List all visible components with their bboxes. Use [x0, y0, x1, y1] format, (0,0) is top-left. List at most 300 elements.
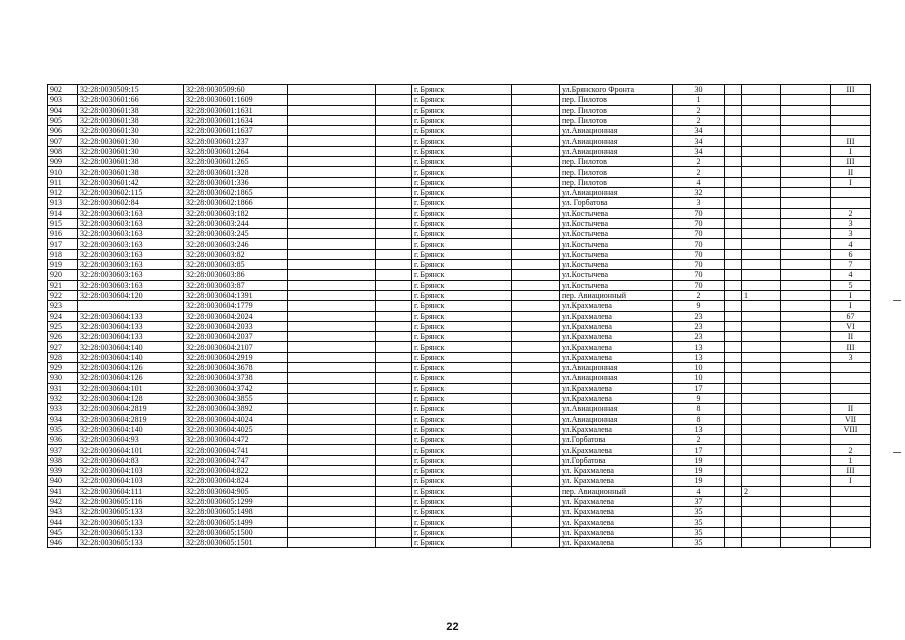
- building-number-cell: [742, 383, 781, 393]
- building-number-cell: 1: [742, 290, 781, 300]
- city-cell: г. Брянск: [412, 321, 512, 331]
- table-row: [48, 363, 871, 373]
- city-cell: г. Брянск: [412, 177, 512, 187]
- street-cell: ул. Крахмалева: [560, 465, 673, 475]
- row-number-cell: 920: [48, 270, 78, 280]
- cadastral-quarter-cell: 32:28:0030603:163: [78, 280, 184, 290]
- premises-number-cell: III: [831, 342, 871, 352]
- empty-cell-cell: [781, 404, 831, 414]
- premises-number-cell: 1: [831, 455, 871, 465]
- empty-cell-cell: [512, 187, 560, 197]
- building-number-cell: [742, 507, 781, 517]
- city-cell: г. Брянск: [412, 301, 512, 311]
- street-cell: ул.Костычева: [560, 270, 673, 280]
- table-row: [48, 260, 871, 270]
- table-row: [48, 332, 871, 342]
- cadastral-number-cell: 32:28:0030603:182: [184, 208, 288, 218]
- empty-cell-cell: [725, 321, 742, 331]
- cadastral-number-cell: 32:28:0030604:2033: [184, 321, 288, 331]
- empty-cell-cell: [376, 352, 412, 362]
- empty-cell-cell: [376, 95, 412, 105]
- building-number-cell: [742, 239, 781, 249]
- cadastral-number-cell: 32:28:0030604:2919: [184, 352, 288, 362]
- house-number-cell: 19: [673, 465, 725, 475]
- empty-cell-cell: [725, 290, 742, 300]
- building-number-cell: [742, 85, 781, 95]
- premises-number-cell: 7: [831, 260, 871, 270]
- building-number-cell: [742, 208, 781, 218]
- empty-cell-cell: [725, 301, 742, 311]
- empty-cell-cell: [512, 208, 560, 218]
- empty-cell-cell: [781, 321, 831, 331]
- building-number-cell: [742, 465, 781, 475]
- city-cell: г. Брянск: [412, 414, 512, 424]
- row-number-cell: 906: [48, 126, 78, 136]
- empty-cell-cell: [288, 208, 376, 218]
- empty-cell-cell: [781, 455, 831, 465]
- empty-cell-cell: [288, 95, 376, 105]
- house-number-cell: 8: [673, 404, 725, 414]
- empty-cell-cell: [781, 311, 831, 321]
- table-row: [48, 208, 871, 218]
- city-cell: г. Брянск: [412, 126, 512, 136]
- house-number-cell: 35: [673, 517, 725, 527]
- empty-cell-cell: [288, 393, 376, 403]
- empty-cell-cell: [288, 146, 376, 156]
- empty-cell-cell: [288, 465, 376, 475]
- street-cell: ул.Авиационная: [560, 373, 673, 383]
- cadastral-number-cell: 32:28:0030603:87: [184, 280, 288, 290]
- empty-cell-cell: [725, 393, 742, 403]
- empty-cell-cell: [288, 260, 376, 270]
- empty-cell-cell: [288, 321, 376, 331]
- page-number: 22: [446, 621, 459, 633]
- building-number-cell: [742, 95, 781, 105]
- empty-cell-cell: [288, 301, 376, 311]
- row-number-cell: 915: [48, 218, 78, 228]
- empty-cell-cell: [781, 507, 831, 517]
- cadastral-quarter-cell: [78, 301, 184, 311]
- cadastral-number-cell: 32:28:0030601:1637: [184, 126, 288, 136]
- city-cell: г. Брянск: [412, 115, 512, 125]
- scan-edge-mark: [893, 452, 901, 453]
- cadastral-number-cell: 32:28:0030602:1866: [184, 198, 288, 208]
- premises-number-cell: [831, 496, 871, 506]
- empty-cell-cell: [288, 85, 376, 95]
- row-number-cell: 922: [48, 290, 78, 300]
- premises-number-cell: [831, 507, 871, 517]
- street-cell: ул.Костычева: [560, 239, 673, 249]
- cadastral-quarter-cell: 32:28:0030601:38: [78, 167, 184, 177]
- cadastral-quarter-cell: 32:28:0030603:163: [78, 249, 184, 259]
- street-cell: ул. Крахмалева: [560, 507, 673, 517]
- street-cell: ул.Авиационная: [560, 146, 673, 156]
- empty-cell-cell: [288, 445, 376, 455]
- empty-cell-cell: [725, 435, 742, 445]
- premises-number-cell: I: [831, 301, 871, 311]
- empty-cell-cell: [512, 126, 560, 136]
- cadastral-quarter-cell: 32:28:0030604:140: [78, 424, 184, 434]
- house-number-cell: 4: [673, 486, 725, 496]
- house-number-cell: 70: [673, 208, 725, 218]
- city-cell: г. Брянск: [412, 270, 512, 280]
- street-cell: ул.Авиационная: [560, 404, 673, 414]
- empty-cell-cell: [512, 393, 560, 403]
- street-cell: ул.Авиационная: [560, 414, 673, 424]
- city-cell: г. Брянск: [412, 517, 512, 527]
- city-cell: г. Брянск: [412, 85, 512, 95]
- empty-cell-cell: [725, 218, 742, 228]
- table-row: [48, 229, 871, 239]
- premises-number-cell: [831, 95, 871, 105]
- city-cell: г. Брянск: [412, 424, 512, 434]
- cadastral-quarter-cell: 32:28:0030605:133: [78, 538, 184, 548]
- empty-cell-cell: [725, 486, 742, 496]
- empty-cell-cell: [376, 383, 412, 393]
- row-number-cell: 904: [48, 105, 78, 115]
- city-cell: г. Брянск: [412, 280, 512, 290]
- cadastral-number-cell: 32:28:0030604:3678: [184, 363, 288, 373]
- cadastral-number-cell: 32:28:0030601:1634: [184, 115, 288, 125]
- scan-edge-mark: [893, 300, 901, 301]
- empty-cell-cell: [288, 126, 376, 136]
- empty-cell-cell: [781, 249, 831, 259]
- premises-number-cell: III: [831, 157, 871, 167]
- cadastral-quarter-cell: 32:28:0030603:163: [78, 260, 184, 270]
- house-number-cell: 17: [673, 445, 725, 455]
- building-number-cell: [742, 414, 781, 424]
- table-row: [48, 167, 871, 177]
- building-number-cell: [742, 260, 781, 270]
- empty-cell-cell: [512, 167, 560, 177]
- city-cell: г. Брянск: [412, 404, 512, 414]
- city-cell: г. Брянск: [412, 311, 512, 321]
- table-row: [48, 538, 871, 548]
- empty-cell-cell: [288, 167, 376, 177]
- building-number-cell: [742, 517, 781, 527]
- empty-cell-cell: [288, 115, 376, 125]
- house-number-cell: 13: [673, 352, 725, 362]
- city-cell: г. Брянск: [412, 105, 512, 115]
- cadastral-number-cell: 32:28:0030604:3738: [184, 373, 288, 383]
- empty-cell-cell: [512, 157, 560, 167]
- house-number-cell: 34: [673, 146, 725, 156]
- empty-cell-cell: [288, 249, 376, 259]
- building-number-cell: [742, 146, 781, 156]
- empty-cell-cell: [781, 146, 831, 156]
- premises-number-cell: [831, 187, 871, 197]
- empty-cell-cell: [725, 373, 742, 383]
- city-cell: г. Брянск: [412, 198, 512, 208]
- empty-cell-cell: [288, 218, 376, 228]
- cadastral-number-cell: 32:28:0030604:2024: [184, 311, 288, 321]
- house-number-cell: 10: [673, 373, 725, 383]
- table-row: [48, 115, 871, 125]
- empty-cell-cell: [781, 393, 831, 403]
- city-cell: г. Брянск: [412, 507, 512, 517]
- cadastral-quarter-cell: 32:28:0030604:120: [78, 290, 184, 300]
- empty-cell-cell: [376, 126, 412, 136]
- cadastral-number-cell: 32:28:0030509:60: [184, 85, 288, 95]
- empty-cell-cell: [512, 435, 560, 445]
- building-number-cell: [742, 455, 781, 465]
- empty-cell-cell: [288, 424, 376, 434]
- city-cell: г. Брянск: [412, 167, 512, 177]
- empty-cell-cell: [725, 507, 742, 517]
- empty-cell-cell: [288, 538, 376, 548]
- table-row: [48, 280, 871, 290]
- table-row: [48, 146, 871, 156]
- empty-cell-cell: [376, 229, 412, 239]
- street-cell: ул.Крахмалева: [560, 301, 673, 311]
- street-cell: ул.Брянского Фронта: [560, 85, 673, 95]
- house-number-cell: 19: [673, 476, 725, 486]
- empty-cell-cell: [725, 311, 742, 321]
- premises-number-cell: 2: [831, 445, 871, 455]
- cadastral-quarter-cell: 32:28:0030602:115: [78, 187, 184, 197]
- table-row: [48, 496, 871, 506]
- empty-cell-cell: [781, 290, 831, 300]
- cadastral-quarter-cell: 32:28:0030601:66: [78, 95, 184, 105]
- building-number-cell: [742, 424, 781, 434]
- table-row: [48, 290, 871, 300]
- cadastral-quarter-cell: 32:28:0030603:163: [78, 239, 184, 249]
- street-cell: ул.Крахмалева: [560, 352, 673, 362]
- empty-cell-cell: [288, 517, 376, 527]
- street-cell: ул.Горбатова: [560, 435, 673, 445]
- row-number-cell: 926: [48, 332, 78, 342]
- row-number-cell: 909: [48, 157, 78, 167]
- empty-cell-cell: [512, 465, 560, 475]
- street-cell: ул.Крахмалева: [560, 383, 673, 393]
- empty-cell-cell: [512, 270, 560, 280]
- premises-number-cell: III: [831, 136, 871, 146]
- city-cell: г. Брянск: [412, 342, 512, 352]
- empty-cell-cell: [376, 115, 412, 125]
- table-row: [48, 424, 871, 434]
- empty-cell-cell: [781, 208, 831, 218]
- cadastral-number-cell: 32:28:0030601:336: [184, 177, 288, 187]
- empty-cell-cell: [725, 136, 742, 146]
- street-cell: ул.Крахмалева: [560, 321, 673, 331]
- empty-cell-cell: [288, 332, 376, 342]
- empty-cell-cell: [781, 373, 831, 383]
- house-number-cell: 1: [673, 95, 725, 105]
- empty-cell-cell: [376, 435, 412, 445]
- cadastral-quarter-cell: 32:28:0030605:133: [78, 527, 184, 537]
- row-number-cell: 910: [48, 167, 78, 177]
- empty-cell-cell: [725, 363, 742, 373]
- premises-number-cell: 2: [831, 208, 871, 218]
- street-cell: ул.Авиационная: [560, 187, 673, 197]
- empty-cell-cell: [512, 517, 560, 527]
- empty-cell-cell: [725, 146, 742, 156]
- city-cell: г. Брянск: [412, 95, 512, 105]
- house-number-cell: 70: [673, 239, 725, 249]
- house-number-cell: 70: [673, 270, 725, 280]
- row-number-cell: 937: [48, 445, 78, 455]
- empty-cell-cell: [512, 352, 560, 362]
- cadastral-number-cell: 32:28:0030601:328: [184, 167, 288, 177]
- empty-cell-cell: [725, 270, 742, 280]
- city-cell: г. Брянск: [412, 187, 512, 197]
- row-number-cell: 933: [48, 404, 78, 414]
- premises-number-cell: 5: [831, 280, 871, 290]
- empty-cell-cell: [376, 105, 412, 115]
- premises-number-cell: 3: [831, 352, 871, 362]
- empty-cell-cell: [725, 342, 742, 352]
- row-number-cell: 945: [48, 527, 78, 537]
- cadastral-number-cell: 32:28:0030602:1865: [184, 187, 288, 197]
- row-number-cell: 940: [48, 476, 78, 486]
- empty-cell-cell: [288, 229, 376, 239]
- empty-cell-cell: [512, 239, 560, 249]
- table-row: [48, 126, 871, 136]
- house-number-cell: 19: [673, 455, 725, 465]
- empty-cell-cell: [781, 260, 831, 270]
- table-row: [48, 177, 871, 187]
- empty-cell-cell: [781, 157, 831, 167]
- table-row: [48, 95, 871, 105]
- building-number-cell: [742, 373, 781, 383]
- empty-cell-cell: [781, 115, 831, 125]
- city-cell: г. Брянск: [412, 260, 512, 270]
- premises-number-cell: [831, 517, 871, 527]
- table-row: [48, 136, 871, 146]
- empty-cell-cell: [376, 239, 412, 249]
- cadastral-number-cell: 32:28:0030604:1779: [184, 301, 288, 311]
- cadastral-quarter-cell: 32:28:0030604:140: [78, 352, 184, 362]
- empty-cell-cell: [376, 332, 412, 342]
- cadastral-quarter-cell: 32:28:0030605:133: [78, 517, 184, 527]
- empty-cell-cell: [781, 301, 831, 311]
- cadastral-quarter-cell: 32:28:0030604:2819: [78, 404, 184, 414]
- empty-cell-cell: [725, 249, 742, 259]
- register-sheet: [47, 84, 871, 548]
- street-cell: ул.Крахмалева: [560, 393, 673, 403]
- empty-cell-cell: [725, 157, 742, 167]
- cadastral-quarter-cell: 32:28:0030604:133: [78, 332, 184, 342]
- house-number-cell: 23: [673, 321, 725, 331]
- premises-number-cell: [831, 363, 871, 373]
- house-number-cell: 70: [673, 280, 725, 290]
- premises-number-cell: III: [831, 85, 871, 95]
- empty-cell-cell: [725, 208, 742, 218]
- premises-number-cell: [831, 393, 871, 403]
- empty-cell-cell: [376, 424, 412, 434]
- empty-cell-cell: [288, 496, 376, 506]
- row-number-cell: 905: [48, 115, 78, 125]
- empty-cell-cell: [725, 167, 742, 177]
- empty-cell-cell: [288, 187, 376, 197]
- table-row: [48, 445, 871, 455]
- empty-cell-cell: [376, 136, 412, 146]
- premises-number-cell: III: [831, 465, 871, 475]
- empty-cell-cell: [376, 301, 412, 311]
- city-cell: г. Брянск: [412, 363, 512, 373]
- table-row: [48, 507, 871, 517]
- empty-cell-cell: [288, 373, 376, 383]
- building-number-cell: [742, 435, 781, 445]
- empty-cell-cell: [288, 527, 376, 537]
- row-number-cell: 936: [48, 435, 78, 445]
- empty-cell-cell: [376, 85, 412, 95]
- building-number-cell: [742, 476, 781, 486]
- cadastral-number-cell: 32:28:0030604:822: [184, 465, 288, 475]
- building-number-cell: [742, 270, 781, 280]
- empty-cell-cell: [725, 538, 742, 548]
- empty-cell-cell: [725, 414, 742, 424]
- street-cell: ул. Крахмалева: [560, 538, 673, 548]
- table-row: [48, 105, 871, 115]
- empty-cell-cell: [512, 538, 560, 548]
- empty-cell-cell: [376, 414, 412, 424]
- row-number-cell: 908: [48, 146, 78, 156]
- empty-cell-cell: [376, 538, 412, 548]
- building-number-cell: [742, 280, 781, 290]
- empty-cell-cell: [376, 177, 412, 187]
- cadastral-quarter-cell: 32:28:0030601:30: [78, 146, 184, 156]
- city-cell: г. Брянск: [412, 136, 512, 146]
- empty-cell-cell: [512, 280, 560, 290]
- row-number-cell: 927: [48, 342, 78, 352]
- house-number-cell: 70: [673, 218, 725, 228]
- empty-cell-cell: [512, 105, 560, 115]
- row-number-cell: 903: [48, 95, 78, 105]
- table-row: [48, 187, 871, 197]
- building-number-cell: [742, 167, 781, 177]
- row-number-cell: 934: [48, 414, 78, 424]
- cadastral-number-cell: 32:28:0030604:472: [184, 435, 288, 445]
- empty-cell-cell: [512, 476, 560, 486]
- cadastral-quarter-cell: 32:28:0030604:133: [78, 321, 184, 331]
- empty-cell-cell: [781, 435, 831, 445]
- house-number-cell: 34: [673, 136, 725, 146]
- empty-cell-cell: [288, 383, 376, 393]
- empty-cell-cell: [376, 363, 412, 373]
- empty-cell-cell: [288, 136, 376, 146]
- cadastral-number-cell: 32:28:0030605:1501: [184, 538, 288, 548]
- row-number-cell: 925: [48, 321, 78, 331]
- empty-cell-cell: [288, 290, 376, 300]
- city-cell: г. Брянск: [412, 373, 512, 383]
- empty-cell-cell: [288, 280, 376, 290]
- empty-cell-cell: [725, 177, 742, 187]
- cadastral-quarter-cell: 32:28:0030601:38: [78, 105, 184, 115]
- table-row: [48, 414, 871, 424]
- empty-cell-cell: [725, 239, 742, 249]
- street-cell: ул. Крахмалева: [560, 517, 673, 527]
- empty-cell-cell: [781, 239, 831, 249]
- city-cell: г. Брянск: [412, 486, 512, 496]
- cadastral-number-cell: 32:28:0030604:905: [184, 486, 288, 496]
- empty-cell-cell: [725, 95, 742, 105]
- row-number-cell: 942: [48, 496, 78, 506]
- premises-number-cell: I: [831, 476, 871, 486]
- cadastral-number-cell: 32:28:0030604:2037: [184, 332, 288, 342]
- row-number-cell: 918: [48, 249, 78, 259]
- house-number-cell: 2: [673, 290, 725, 300]
- cadastral-number-cell: 32:28:0030604:3855: [184, 393, 288, 403]
- street-cell: ул. Крахмалева: [560, 527, 673, 537]
- cadastral-number-cell: 32:28:0030604:3892: [184, 404, 288, 414]
- empty-cell-cell: [781, 445, 831, 455]
- empty-cell-cell: [781, 126, 831, 136]
- empty-cell-cell: [512, 486, 560, 496]
- premises-number-cell: [831, 126, 871, 136]
- city-cell: г. Брянск: [412, 455, 512, 465]
- cadastral-quarter-cell: 32:28:0030604:140: [78, 342, 184, 352]
